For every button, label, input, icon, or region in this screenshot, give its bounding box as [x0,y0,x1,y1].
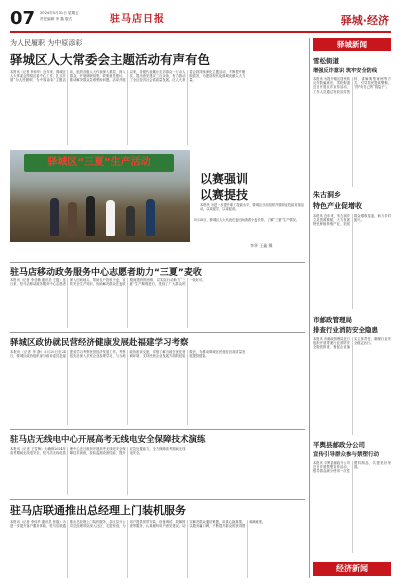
photo-banner-text: 驿城区“三夏”生产活动 [47,157,151,168]
photo-person [86,196,95,236]
section-title: 驿城·经济 [340,14,389,27]
story-divider [10,262,305,263]
install-body: 本报讯（记者 李伟华 通讯员 张磊）为进一步提升客户服务体验，驻马店联通推出总经理上门装机服务，各区县分公司总经理带队深入社区、走进家庭，为用户提供宽带安装、设备调试、故障排查等服务，认真倾听用户意见建议，切实解决群众通信难题，用真心换真情，以服务赢口碑，不断提升群众的获得感和满意度。 [10,520,266,529]
lead-kicker: 为人民履职 为中原添彩 [10,39,83,47]
photo-person [106,200,115,236]
lead-photo [10,150,190,242]
news3-body: 本报讯 市邮政管理局近日组织开展寄递行业消防安全隐患排查，督促企业落实主体责任，确保行业安全稳定运行。 [313,337,391,350]
right-section-header-text: 驿城新闻 [337,40,367,49]
page-number: 07 [10,8,36,29]
masthead [10,8,391,30]
drill-body: 本报讯（记者 王雪梅）为确保2024年高考期间无线电安全，驻马店无线电管理中心近日组织开展高考无线电安全保障技术演练，检验监测设备性能，提升应急处置能力，全力保障高考期间无线电安全。 [10,447,186,456]
news4-headline-line2: 宣传引导群众参与禁塑行动 [313,452,380,458]
sidebar-headline-line2: 以赛提技 [200,188,249,202]
sidebar-headline-line1: 以赛强训 [200,172,249,186]
issue-info-line2: 责任编辑 李 鑫 版式 [40,17,73,21]
photo-person [126,206,135,236]
story-divider [10,499,305,500]
photo-person [68,202,77,236]
sidebar-body: 本报讯 为进一步提升职工技能水平，驿城区日前组织开展职业技能竞赛活动，以赛促学、以赛促训。 [200,203,304,212]
story-divider [10,332,305,333]
paper-logo: 驻马店日报 [110,14,165,25]
issue-info-line1: 2024年5月31日 星期五 [40,11,79,15]
sidebar-byline: 李华 王鑫 摄 [250,243,273,248]
news1-body: 本报讯 为提升辖区居民的反诈防骗意识，雪松街道近日开展反诈宣传活动，工作人员通过发放宣传资料、讲解典型案例等方式，引导居民提高警惕，守护好自己的“钱袋子”。 [313,77,391,94]
drill-headline: 驻马店无线电中心开展高考无线电安全保障技术演练 [10,435,206,445]
three-xia-body: 本报讯（记者 李亚楠 通讯员 王磊）连日来，驻马店移动政务服务中心志愿者深入田间地头，帮助农户抢收小麦，宣传安全生产知识，协助解决群众在麦收期间遇到的困难，以实际行动助力“三夏”生产顺利进行，受到了广大群众的一致好评。 [10,278,206,287]
three-xia-headline: 驻马店移动政务服务中心志愿者助力“三夏”麦收 [10,268,202,278]
lead-headline: 驿城区人大常委会主题活动有声有色 [10,52,211,67]
right-section-footer [313,562,391,576]
news1-headline-line1: 雪松街道 [313,57,339,65]
right-news-4 [313,440,391,553]
install-headline: 驻马店联通推出总经理上门装机服务 [10,504,186,517]
right-section-header [313,38,391,51]
masthead-rule [10,31,391,33]
news3-headline-line2: 排查行业消防安全隐患 [313,326,378,334]
news4-body: 本报讯 平舆县邮政分公司近日开展禁塑宣传活动，倡导群众减少使用一次性塑料制品，共建美好家园。 [313,461,391,474]
column-divider [309,38,310,578]
photo-person [146,199,155,236]
health-headline: 驿城区政协就民营经济健康发展赴福建学习考察 [10,338,189,348]
health-body: 本报讯（记者 李 静）5月20日至24日，驿城区政协组织部分政协委员赴福建省学习考察民营经济发展工作。考察组先后深入多家企业参观学习，与当地政协座谈交流，详细了解当地在优化营商环境、支持民营企业发展方面的经验做法，为推动驿城区民营经济高质量发展提供借鉴。 [10,350,246,359]
right-section-footer-text: 经济新闻 [336,564,368,573]
news1-headline-line2: 增强反诈意识 筑牢安全防线 [313,68,378,74]
right-news-1 [313,56,391,187]
photo-banner [24,154,174,172]
story-divider [10,429,305,430]
photo-person [50,198,59,236]
news3-headline-line1: 市邮政管理局 [313,316,352,324]
news4-headline-line1: 平舆县邮政分公司 [313,441,365,449]
photo-caption: 5月28日，驿城区人大代表在麦田间查看小麦长势，了解“三夏”生产情况。 [194,218,299,222]
right-news-3 [313,315,391,435]
right-news-2 [313,190,391,309]
news2-headline-line2: 特色产业促增收 [313,202,362,210]
lead-body: 本报讯（记者 李伟华）近年来，驿城区人大常委会围绕区委中心工作，扎实开展“为人民履职、为中原添彩”主题活动，组织各级人大代表深入基层、深入群众，开展调研视察，收集意见建议，推动解决群众急难愁盼问题。活动开展以来，各级代表累计走访群众一万余人次，提出意见建议三百余条，有力推动了全区经济社会高质量发展。区人大常委会将持续深化主题活动，不断提升履职质效，为建设现代化驿城贡献人大力量。 [10,70,246,83]
news2-headline-line1: 朱古洞乡 [313,191,341,199]
news2-body: 本报讯 近年来，朱古洞乡立足资源禀赋，大力发展特色种植养殖产业，拓宽群众增收渠道，助力乡村振兴。 [313,214,391,227]
